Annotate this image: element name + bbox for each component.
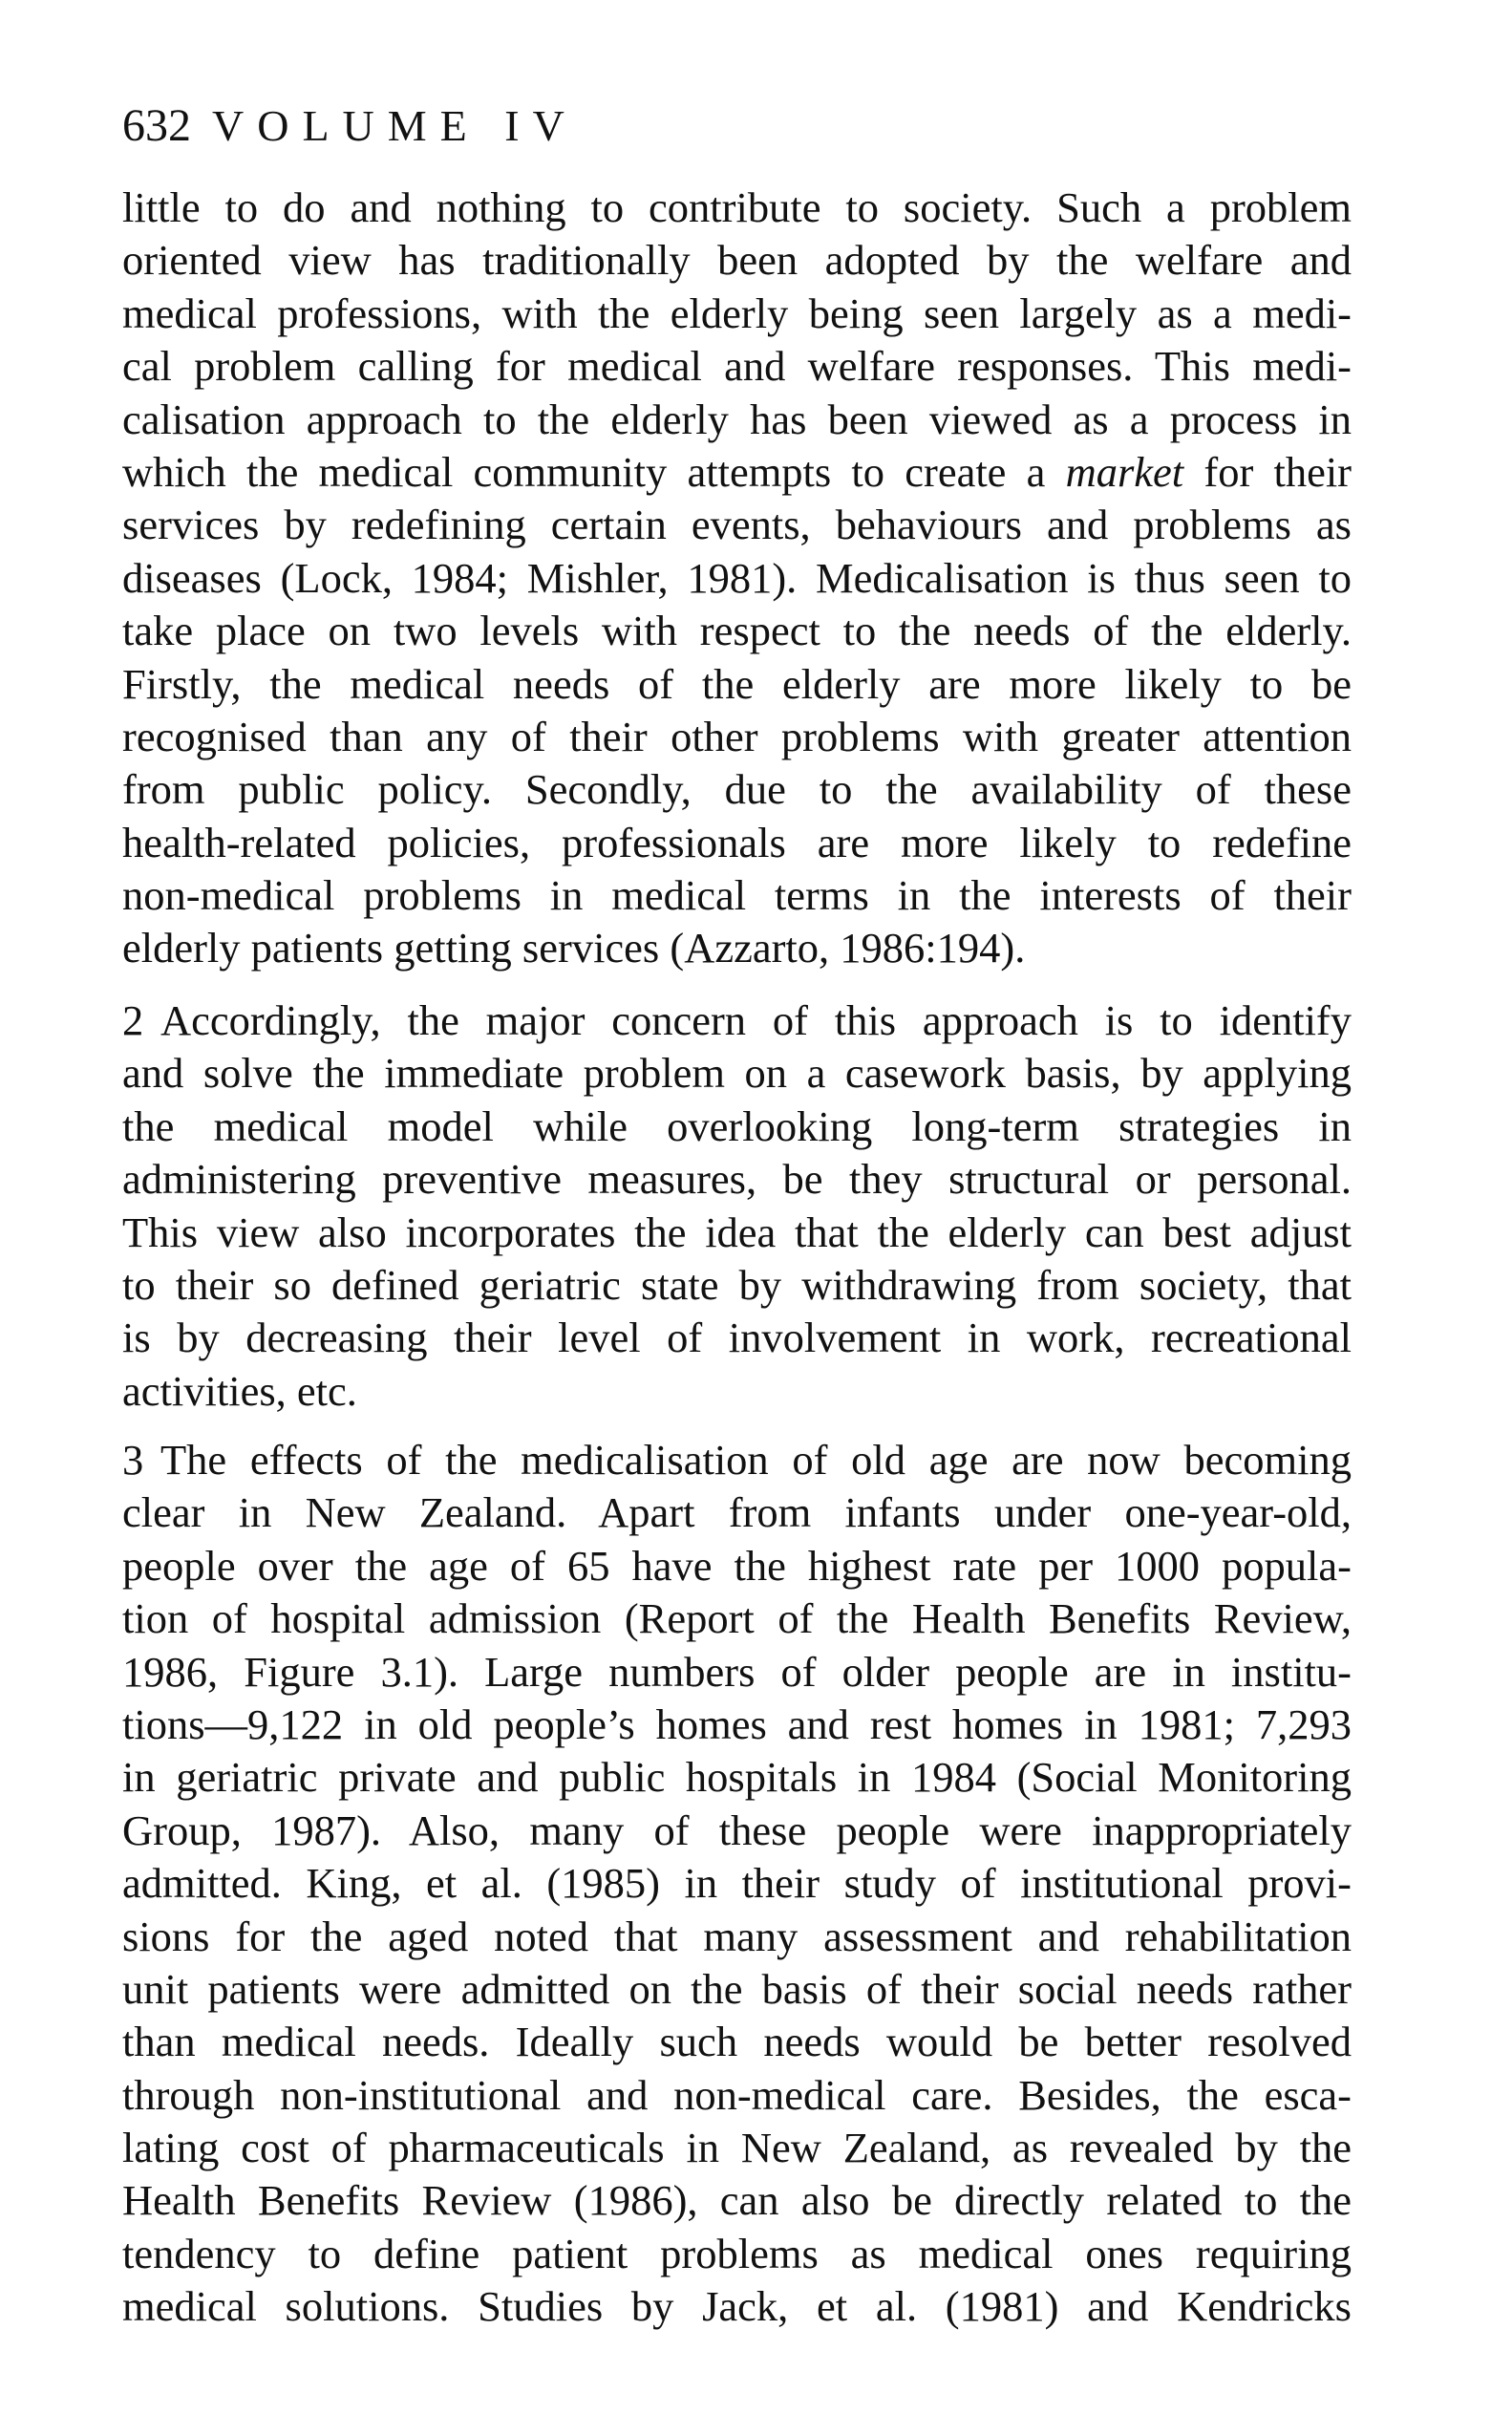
text-line: recognised than any of their other problems with greater attention bbox=[122, 712, 1352, 760]
text-line: oriented view has traditionally been adopted by the welfare and bbox=[122, 236, 1352, 285]
text-line: to their so defined geriatric state by withdrawing from society, that bbox=[122, 1260, 1352, 1309]
text-line-first bbox=[122, 994, 1352, 1047]
text-line: little to do and nothing to contribute to society. Such a problem bbox=[122, 183, 1352, 231]
text-line: administering preventive measures, be they structural or personal. bbox=[122, 1155, 1352, 1204]
text-line: non-medical problems in medical terms in the interests of their bbox=[122, 871, 1352, 920]
text-line: 1986, Figure 3.1). Large numbers of older people are in institu- bbox=[122, 1647, 1352, 1696]
text-line: sions for the aged noted that many assessment and rehabilitation bbox=[122, 1912, 1352, 1960]
text-line: through non-institutional and non-medical care. Besides, the esca- bbox=[122, 2070, 1352, 2119]
text-line: cal problem calling for medical and welfare responses. This medi- bbox=[122, 342, 1352, 391]
text-line: medical professions, with the elderly being seen largely as a medi- bbox=[122, 289, 1352, 337]
text-line: health-related policies, professionals are more likely to redefine bbox=[122, 818, 1352, 866]
text-line: than medical needs. Ideally such needs would be better resolved bbox=[122, 2018, 1352, 2066]
text-line: clear in New Zealand. Apart from infants under one-year-old, bbox=[122, 1488, 1352, 1537]
text-segment: The effects of the medicalisation of old age are now becoming bbox=[160, 1436, 1352, 1484]
text-line: Group, 1987). Also, many of these people were inappropriately bbox=[122, 1806, 1352, 1854]
text-line: is by decreasing their level of involvement in work, recreational bbox=[122, 1314, 1352, 1362]
text-segment: for their bbox=[1183, 447, 1352, 496]
text-line: people over the age of 65 have the highest rate per 1000 popula- bbox=[122, 1541, 1352, 1590]
paragraph-1 bbox=[122, 182, 1352, 975]
text-line: tions—9,122 in old people’s homes and rest homes in 1981; 7,293 bbox=[122, 1699, 1352, 1748]
text-segment: Accordingly, the major concern of this approach is to identify bbox=[160, 996, 1352, 1044]
text-line: in geriatric private and public hospitals in 1984 (Social Monitoring bbox=[122, 1753, 1352, 1802]
text-segment: which the medical community attempts to create a bbox=[122, 447, 1066, 496]
text-line: admitted. King, et al. (1985) in their study of institutional provi- bbox=[122, 1859, 1352, 1908]
text-line: take place on two levels with respect to the needs of the elderly. bbox=[122, 607, 1352, 655]
text-line: services by redefining certain events, behaviours and problems as bbox=[122, 501, 1352, 549]
text-line: tion of hospital admission (Report of the Health Benefits Review, bbox=[122, 1594, 1352, 1643]
text-line: elderly patients getting services (Azzarto, 1986:194). bbox=[122, 924, 1026, 972]
paragraph-number: 3 bbox=[122, 1436, 144, 1484]
text-line: tendency to define patient problems as medical ones requiring bbox=[122, 2229, 1352, 2277]
text-line: and solve the immediate problem on a casework basis, by applying bbox=[122, 1049, 1352, 1098]
text-line: activities, etc. bbox=[122, 1366, 357, 1415]
volume-title: VOLUME IV bbox=[212, 101, 578, 150]
text-line: medical solutions. Studies by Jack, et al. (1981) and Kendricks bbox=[122, 2282, 1352, 2331]
paragraph-2 bbox=[122, 994, 1352, 1418]
text-line-first bbox=[122, 1434, 1352, 1486]
text-line: lating cost of pharmaceuticals in New Zealand, as revealed by the bbox=[122, 2124, 1352, 2172]
text-line: Firstly, the medical needs of the elderly are more likely to be bbox=[122, 659, 1352, 708]
running-head bbox=[122, 99, 578, 153]
text-line: unit patients were admitted on the basis of their social needs rather bbox=[122, 1964, 1352, 2013]
paragraph-3 bbox=[122, 1434, 1352, 2334]
page-number: 632 bbox=[122, 100, 191, 151]
text-line: the medical model while overlooking long-term strategies in bbox=[122, 1101, 1352, 1150]
italic-term-market: market bbox=[1065, 447, 1184, 496]
text-line: calisation approach to the elderly has been viewed as a process in bbox=[122, 395, 1352, 443]
text-line: Health Benefits Review (1986), can also be directly related to the bbox=[122, 2176, 1352, 2225]
paragraph-number: 2 bbox=[122, 996, 144, 1044]
text-line: This view also incorporates the idea that the elderly can best adjust bbox=[122, 1208, 1352, 1256]
text-line: diseases (Lock, 1984; Mishler, 1981). Medicalisation is thus seen to bbox=[122, 553, 1352, 602]
text-line: from public policy. Secondly, due to the availability of these bbox=[122, 765, 1352, 814]
text-line-with-italic bbox=[122, 446, 1352, 499]
